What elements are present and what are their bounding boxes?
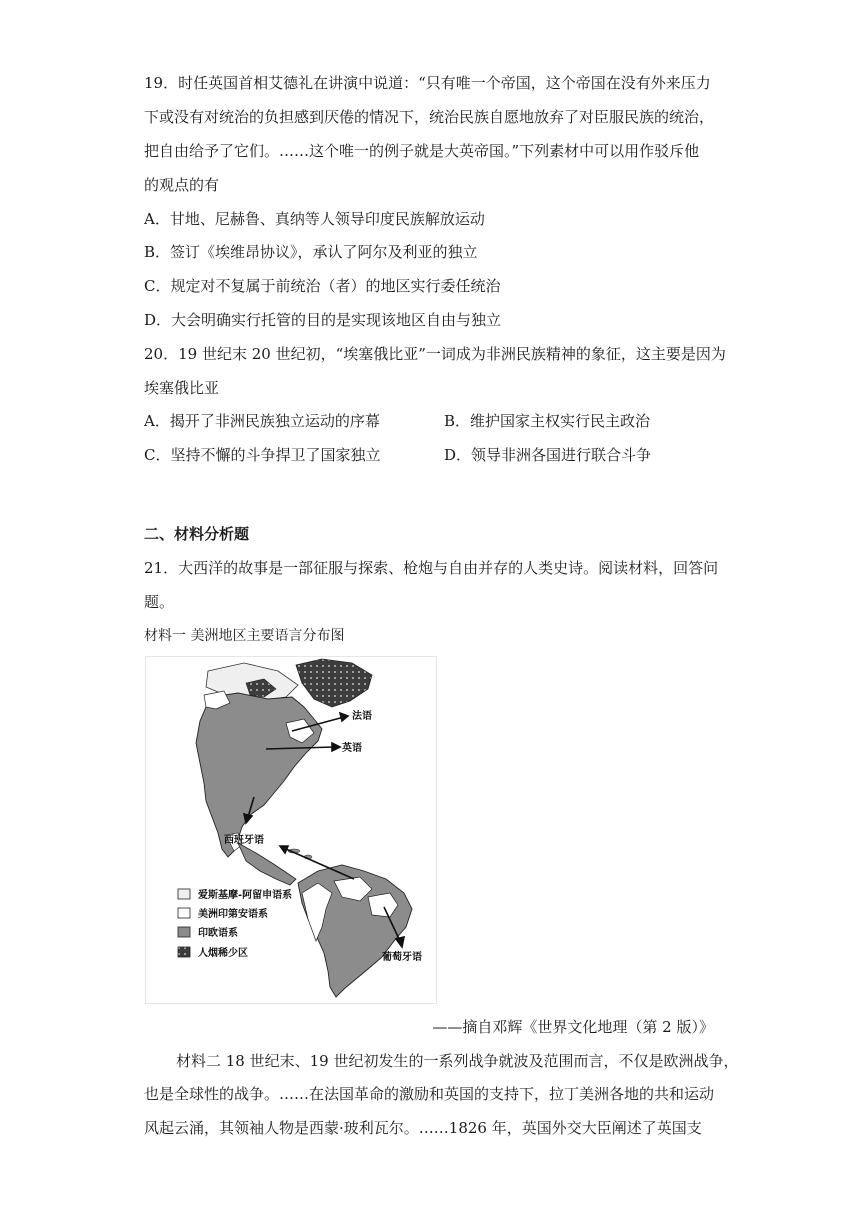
map-label-spanish: 西班牙语 [224,835,264,846]
material1-caption: 材料一 美洲地区主要语言分布图 [144,628,345,644]
legend-sparse: 人烟稀少区 [198,948,248,959]
material2-line-3: 风起云涌，其领袖人物是西蒙·玻利瓦尔。……1826 年，英国外交大臣阐述了英国支 [144,1119,702,1137]
material2-line-1: 材料二 18 世纪末、19 世纪初发生的一系列战争就波及范围而言，不仅是欧洲战争， [176,1052,739,1070]
greenland-region [296,659,372,707]
q20-option-c: C．坚持不懈的斗争捍卫了国家独立 [144,446,381,464]
q21-line-2: 题。 [144,593,175,611]
q19-line-3: 把自由给予了它们。……这个唯一的例子就是大英帝国。”下列素材中可以用作驳斥他 [144,142,700,160]
map-label-french: 法语 [352,711,372,722]
q20-line-1: 20．19 世纪末 20 世纪初，“埃塞俄比亚”一词成为非洲民族精神的象征，这主要是因为 [144,345,726,363]
q19-option-b: B．签订《埃维昂协议》，承认了阿尔及利亚的独立 [144,243,478,261]
q19-line-1: 19．时任英国首相艾德礼在讲演中说道：“只有唯一个帝国，这个帝国在没有外来压力 [144,74,711,92]
legend-indo-european: 印欧语系 [198,928,238,939]
americas-language-map [145,656,437,1004]
q20-option-d: D．领导非洲各国进行联合斗争 [444,446,652,464]
q19-line-4: 的观点的有 [144,176,220,194]
map-label-english: 英语 [342,743,362,754]
q19-line-2: 下或没有对统治的负担感到厌倦的情况下，统治民族自愿地放弃了对臣服民族的统治， [144,108,715,126]
q20-line-2: 埃塞俄比亚 [144,379,220,397]
q19-option-d: D．大会明确实行托管的目的是实现该地区自由与独立 [144,311,502,329]
q20-option-b: B．维护国家主权实行民主政治 [444,412,651,430]
map-label-portuguese: 葡萄牙语 [382,952,422,963]
legend-indian: 美洲印第安语系 [198,909,268,920]
north-america-shape [196,693,322,857]
map-source: ——摘自邓辉《世界文化地理（第 2 版）》 [432,1018,714,1036]
q19-option-a: A．甘地、尼赫鲁、真纳等人领导印度民族解放运动 [144,210,485,228]
section-heading: 二、材料分析题 [144,525,250,543]
q20-option-a: A．揭开了非洲民族独立运动的序幕 [144,412,380,430]
material2-line-2: 也是全球性的战争。……在法国革命的激励和英国的支持下，拉丁美洲各地的共和运动 [144,1085,715,1103]
map-legend [178,888,292,959]
q21-line-1: 21．大西洋的故事是一部征服与探索、枪炮与自由并存的人类史诗。阅读材料，回答问 [144,559,719,577]
legend-eskimo: 爱斯基摩-阿留申语系 [198,890,293,901]
q19-option-c: C．规定对不复属于前统治（者）的地区实行委任统治 [144,277,501,295]
